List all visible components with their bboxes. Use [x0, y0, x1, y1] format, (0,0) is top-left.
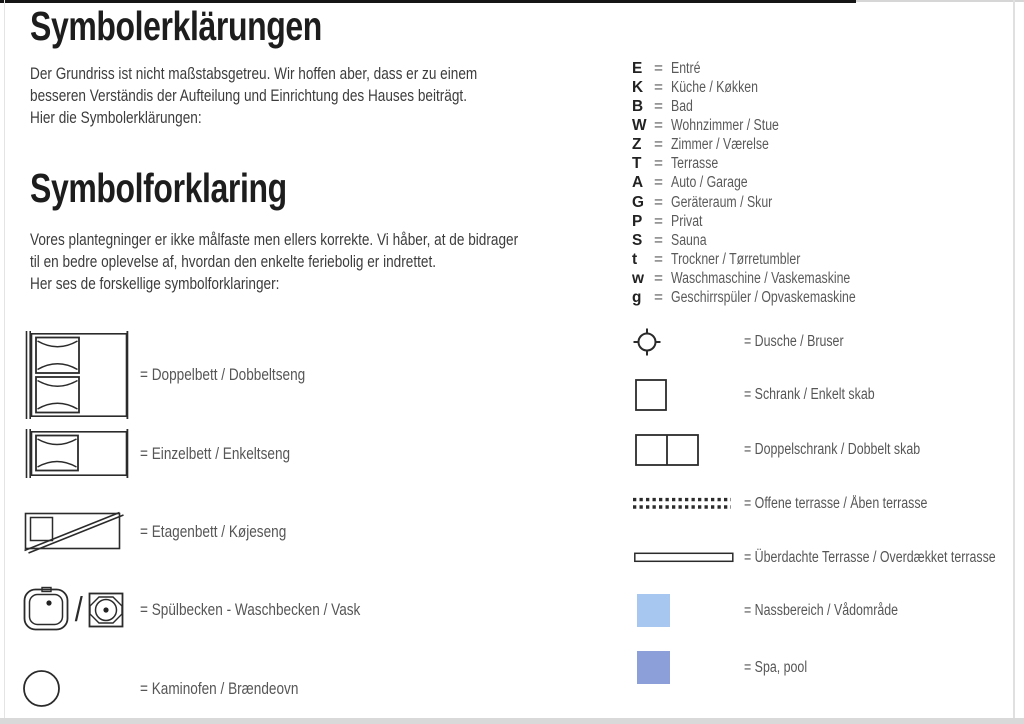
code-row-sauna: [632, 231, 902, 250]
wet-area-label: = Nassbereich / Vådområde: [744, 601, 899, 619]
code-letter: T: [632, 155, 642, 173]
code-row-geschirrspueler: [632, 289, 902, 308]
code-label: Sauna: [671, 231, 707, 249]
single-cabinet-icon: [635, 379, 667, 411]
code-letter: Z: [632, 136, 642, 154]
page-title-german: Symbolerklärungen: [30, 3, 322, 49]
code-letter: S: [632, 231, 643, 249]
code-row-kueche: [632, 78, 902, 97]
single-cabinet-label: = Schrank / Enkelt skab: [744, 386, 875, 403]
single-bed-label: = Einzelbett / Enkeltseng: [140, 443, 291, 463]
double-bed-icon: [24, 331, 130, 419]
page-left-edge: [4, 0, 5, 724]
covered-terrace-icon: [634, 552, 734, 563]
code-label: Entré: [671, 59, 701, 77]
bunk-bed-label: = Etagenbett / Køjeseng: [140, 521, 287, 541]
code-label: Wohnzimmer / Stue: [671, 116, 779, 134]
page-top-edge-light: [856, 0, 1024, 2]
wet-area-swatch: [637, 594, 670, 627]
code-letter: g: [632, 289, 642, 307]
equals-sign: =: [654, 270, 663, 288]
double-bed-label: = Doppelbett / Dobbeltseng: [140, 365, 306, 384]
shower-label: = Dusche / Bruser: [744, 333, 844, 350]
letter-code-list: [632, 59, 902, 308]
equals-sign: =: [654, 193, 663, 211]
double-cabinet-label: = Doppelschrank / Dobbelt skab: [744, 441, 921, 458]
code-letter: G: [632, 193, 644, 211]
code-label: Privat: [671, 212, 703, 230]
code-label: Trockner / Tørretumbler: [671, 250, 801, 268]
spa-pool-label: = Spa, pool: [744, 658, 808, 676]
open-terrace-label: = Offene terrasse / Åben terrasse: [744, 494, 928, 512]
code-row-bad: [632, 97, 902, 116]
double-cabinet-icon: [635, 434, 699, 466]
equals-sign: =: [654, 174, 663, 192]
code-letter: B: [632, 97, 644, 115]
code-row-trockner: [632, 250, 902, 269]
intro-text-german: Der Grundriss ist nicht maßstabsgetreu. Wir hoffen aber, dass er zu einem besseren Verständis der Aufteilung und Einrichtung des Hauses beiträgt. Hier die Symbolerklärungen:: [30, 64, 478, 127]
equals-sign: =: [654, 250, 663, 268]
equals-sign: =: [654, 116, 663, 134]
equals-sign: =: [654, 155, 663, 173]
code-letter: A: [632, 174, 644, 192]
covered-terrace-label: = Überdachte Terrasse / Overdækket terrasse: [744, 548, 996, 566]
code-label: Geräteraum / Skur: [671, 193, 773, 211]
code-label: Waschmaschine / Vaskemaskine: [671, 270, 851, 288]
slash-separator: /: [74, 591, 83, 629]
code-row-privat: [632, 212, 902, 231]
equals-sign: =: [654, 59, 663, 77]
code-label: Auto / Garage: [671, 174, 748, 192]
code-letter: w: [632, 270, 644, 288]
code-label: Geschirrspüler / Opvaskemaskine: [671, 289, 856, 307]
wood-stove-label: = Kaminofen / Brændeovn: [140, 679, 299, 698]
code-row-wohnzimmer: [632, 116, 902, 135]
intro-text-danish: Vores plantegninger er ikke målfaste men ellers korrekte. Vi håber, at de bidrager til en bedre oplevelse af, hvordan den enkelte feriebolig er indrettet. Her ses de forskellige symbolforklaringer:: [30, 230, 519, 293]
code-letter: t: [632, 250, 638, 268]
code-letter: E: [632, 59, 643, 77]
equals-sign: =: [654, 289, 663, 307]
sink-label: = Spülbecken - Waschbecken / Vask: [140, 600, 361, 619]
equals-sign: =: [654, 97, 663, 115]
page-title-danish: Symbolforklaring: [30, 165, 287, 211]
code-row-auto: [632, 174, 902, 193]
code-label: Bad: [671, 97, 693, 115]
code-label: Terrasse: [671, 155, 719, 173]
wood-stove-icon: [22, 669, 62, 709]
sink-symbols: [22, 585, 125, 635]
wash-basin-icon: [87, 585, 125, 635]
single-bed-icon: [24, 429, 130, 478]
shower-icon: [632, 327, 662, 357]
code-row-zimmer: [632, 136, 902, 155]
code-row-waschmaschine: [632, 270, 902, 289]
code-letter: P: [632, 212, 643, 230]
equals-sign: =: [654, 212, 663, 230]
equals-sign: =: [654, 78, 663, 96]
code-letter: K: [632, 78, 644, 96]
open-terrace-icon: [632, 496, 734, 511]
code-label: Zimmer / Værelse: [671, 136, 769, 154]
code-letter: W: [632, 116, 647, 134]
kitchen-sink-icon: [22, 585, 70, 635]
page-right-edge: [1013, 0, 1015, 724]
bunk-bed-icon: [24, 509, 126, 554]
code-row-terrasse: [632, 155, 902, 174]
equals-sign: =: [654, 231, 663, 249]
code-row-entre: [632, 59, 902, 78]
spa-pool-swatch: [637, 651, 670, 684]
code-row-geraeteraum: [632, 193, 902, 212]
page-bottom-edge: [0, 718, 1024, 724]
code-label: Küche / Køkken: [671, 78, 758, 96]
equals-sign: =: [654, 136, 663, 154]
